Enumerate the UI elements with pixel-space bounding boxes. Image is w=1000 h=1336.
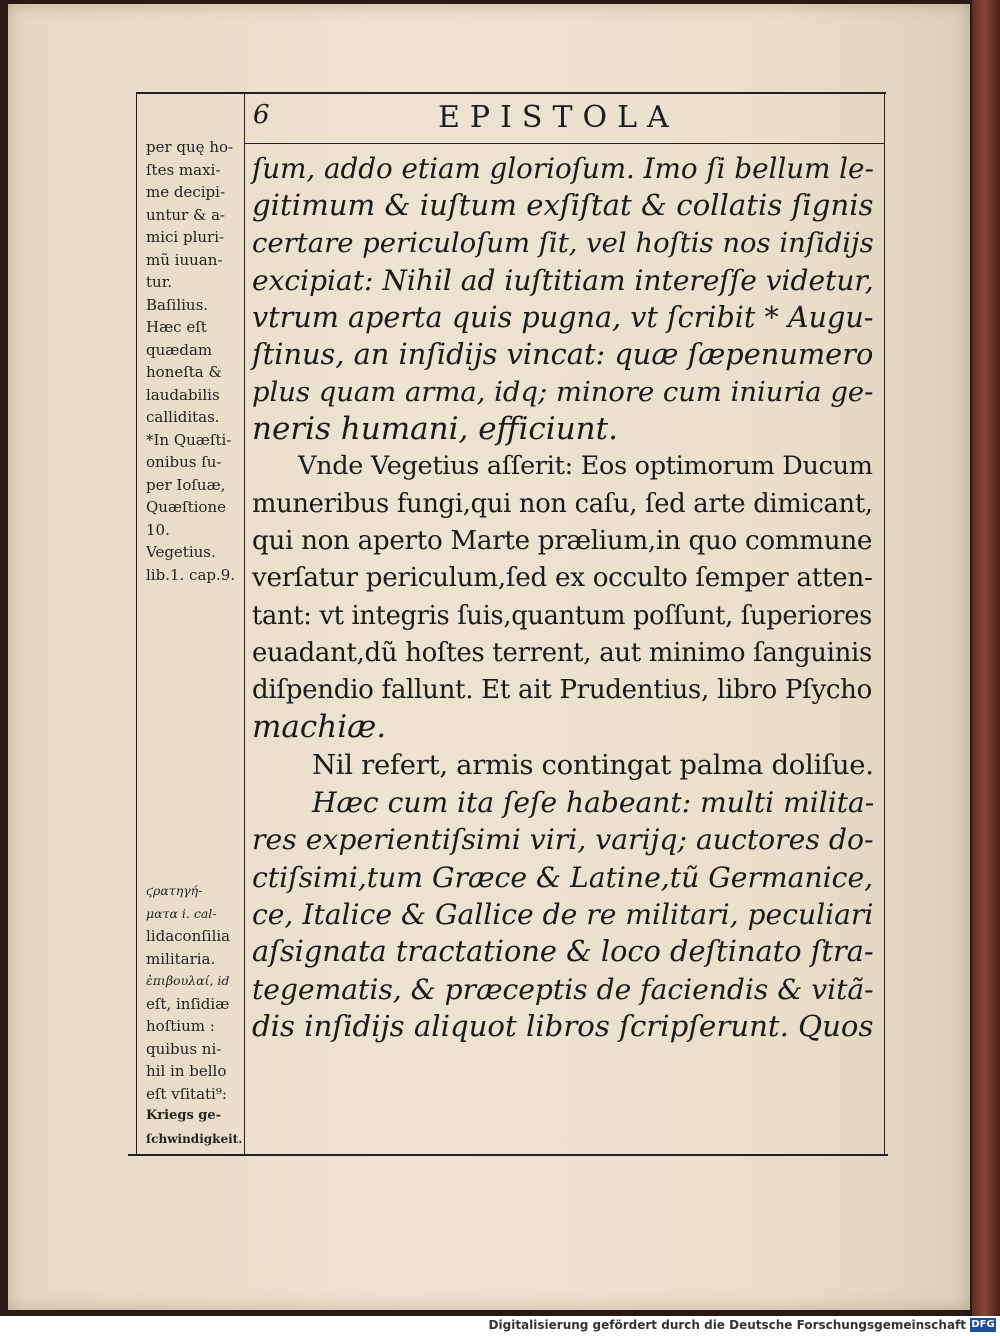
text-line: machiæ. xyxy=(252,709,387,746)
left-frame-rule xyxy=(136,92,137,1156)
text-line: euadant,dũ hoſtes terrent, aut minimo ſanguinis xyxy=(252,637,873,668)
main-text-block xyxy=(252,150,882,1045)
text-line: dis inſidijs aliquot libros ſcripſerunt. Quos xyxy=(252,1008,874,1043)
margin-note-line: hoſtium : xyxy=(146,1017,215,1035)
running-head: EPISTOLA xyxy=(438,100,679,135)
dfg-logo: DFG xyxy=(971,1319,995,1330)
text-line: Nil refert, armis contingat palma doliſue. xyxy=(312,749,874,781)
digitization-credit: Digitalisierung gefördert durch die Deutsche Forschungsgemeinschaft xyxy=(488,1318,966,1332)
bottom-rule xyxy=(128,1154,888,1156)
margin-note-line: militaria. xyxy=(146,949,216,968)
margin-notes-bottom xyxy=(146,880,244,1150)
margin-note-line: mici pluri- xyxy=(146,228,225,246)
margin-note-line: Kriegs ge- xyxy=(146,1108,222,1123)
margin-note-line: lidaconſilia xyxy=(146,927,231,945)
text-line: ſtinus, an inſidijs vincat: quæ ſæpenumero xyxy=(252,337,874,372)
top-rule xyxy=(136,92,886,94)
margin-note-line: *In Quæſti- xyxy=(146,430,232,449)
margin-note-line: quædam xyxy=(146,340,213,359)
text-line: Vnde Vegetius aſſerit: Eos optimorum Ducum xyxy=(298,451,873,482)
margin-note-line: ἐπιβουλαί, id xyxy=(146,973,230,988)
margin-note-line: eſt vſitati⁹: xyxy=(146,1084,227,1103)
text-line: qui non aperto Marte prælium,in quo commune xyxy=(252,525,873,556)
text-line: diſpendio fallunt. Et ait Prudentius, libro Pſycho xyxy=(252,675,873,706)
margin-note-line: lib.1. cap.9. xyxy=(146,565,236,584)
margin-note-line: laudabilis xyxy=(146,385,220,404)
margin-note-line: 10. xyxy=(146,520,170,539)
text-line: plus quam arma, idq; minore cum iniuria ge- xyxy=(252,376,874,408)
margin-note-line: per quę ho- xyxy=(146,138,234,156)
text-line: aſsignata tractatione & loco deſtinato ſtra- xyxy=(252,934,874,969)
margin-note-line: calliditas. xyxy=(146,408,220,426)
text-line: ſum, addo etiam glorioſum. Imo ſi bellum le- xyxy=(252,152,874,185)
text-line: muneribus fungi,qui non caſu, ſed arte dimicant, xyxy=(252,488,873,519)
margin-note-line: quibus ni- xyxy=(146,1039,222,1058)
margin-note-line: ſchwindigkeit. xyxy=(146,1131,243,1146)
margin-note-line: eſt, inſidiæ xyxy=(146,994,230,1013)
margin-notes-top xyxy=(146,136,244,586)
text-line: tegematis, & præceptis de faciendis & vitã- xyxy=(252,972,874,1006)
text-line: Hæc cum ita ſeſe habeant: multi milita- xyxy=(312,786,875,820)
margin-divider-rule xyxy=(244,92,245,1156)
text-line: vtrum aperta quis pugna, vt ſcribit * Augu- xyxy=(252,300,874,335)
right-frame-rule xyxy=(884,92,885,1156)
text-line: gitimum & iuſtum exſiſtat & collatis ſignis xyxy=(252,188,874,223)
margin-note-line: tur. xyxy=(146,273,172,291)
text-line: neris humani, efficiunt. xyxy=(252,411,618,448)
margin-note-line: Hæc eſt xyxy=(146,318,207,336)
margin-note-line: hil in bello xyxy=(146,1062,227,1080)
margin-note-line: ματα i. cal- xyxy=(146,905,217,921)
margin-note-line: Baſilius. xyxy=(146,295,209,314)
margin-note-line: honeſta & xyxy=(146,363,222,381)
book-spine-edge xyxy=(972,0,1000,1316)
page-number: 6 xyxy=(253,100,270,130)
margin-note-line: ϛρατηγή- xyxy=(146,883,203,898)
margin-note-line: ſtes maxi- xyxy=(146,160,221,179)
text-line: verſatur periculum,ſed ex occulto ſemper atten- xyxy=(252,563,873,594)
text-line: tant: vt integris ſuis,quantum poſſunt, ſuperiores xyxy=(252,600,872,631)
text-line: excipiat: Nihil ad iuſtitiam intereſſe videtur, xyxy=(252,263,874,297)
header-rule xyxy=(244,143,884,144)
text-line: certare periculoſum ſit, vel hoſtis nos inſidijs xyxy=(252,227,874,259)
text-line: ctiſsimi,tum Græce & Latine,tũ Germanice, xyxy=(252,860,874,894)
margin-note-line: me decipi- xyxy=(146,183,226,201)
text-line: res experientiſsimi viri, varijq; auctores do- xyxy=(252,823,874,857)
text-line: ce, Italice & Gallice de re militari, peculiari xyxy=(252,897,874,931)
margin-note-line: Vegetius. xyxy=(146,543,216,561)
margin-note-line: mũ iuuan- xyxy=(146,250,223,269)
margin-note-line: per Ioſuæ, xyxy=(146,475,226,494)
margin-note-line: Quæſtione xyxy=(146,498,227,516)
margin-note-line: untur & a- xyxy=(146,205,226,224)
margin-note-line: onibus ſu- xyxy=(146,453,222,471)
